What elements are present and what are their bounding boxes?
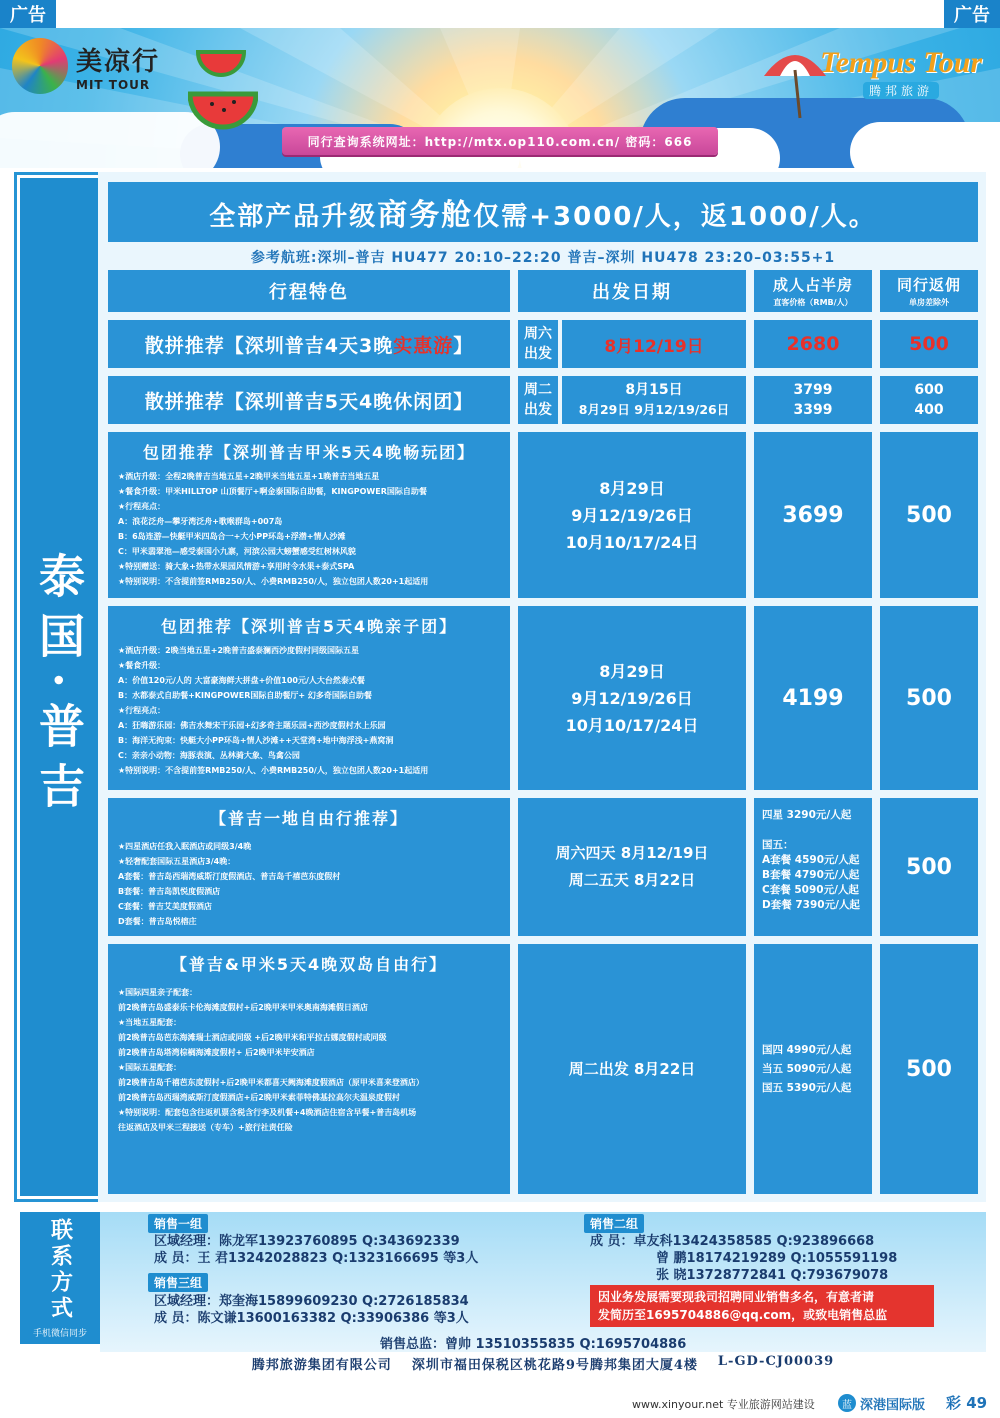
sales-group-2-member-1[interactable]: 成 员：卓友科13424358585 Q:923896668 — [590, 1234, 875, 1249]
row-1-price: 2680 — [754, 320, 872, 368]
logo-cn-text: 美凉行 — [76, 46, 161, 77]
contact-title-block — [20, 1212, 100, 1344]
sales-group-1-tag: 销售一组 — [148, 1214, 208, 1233]
footer-edition: 深港国际版 — [860, 1398, 926, 1413]
package-2-rebate: 500 — [880, 606, 978, 790]
row-2-price: 3799 3399 — [754, 376, 872, 424]
sales-group-2-tag: 销售二组 — [584, 1214, 644, 1233]
package-3-rebate: 500 — [880, 798, 978, 936]
company-license: L-GD-CJ00039 — [717, 1354, 835, 1369]
row-2-day-tag: 周二 出发 — [518, 376, 558, 424]
row-1-rebate: 500 — [880, 320, 978, 368]
mit-tour-logo-mark — [12, 38, 68, 94]
header-features: 行程特色 — [108, 270, 510, 312]
sales-group-1-manager[interactable]: 区域经理：陈龙军13923760895 Q:343692339 — [154, 1234, 460, 1249]
promo-prefix: 全部产品升级 — [209, 202, 378, 232]
mit-tour-logo — [12, 38, 160, 94]
page-footer — [0, 1386, 1000, 1418]
recruitment-notice: 因业务发展需要现我司招聘同业销售多名，有意者请 发简历至1695704886@qq.com，或致电销售总监 — [590, 1285, 934, 1327]
ad-label-right: 广告 — [944, 0, 1000, 28]
reference-flight-info: 参考航班:深圳–普吉 HU477 20:10–22:20 普吉–深圳 HU478 23:20–03:55+1 — [108, 246, 978, 268]
tempus-tour-logo — [820, 46, 982, 99]
row-1-dates: 8月12/19日 — [562, 320, 746, 368]
promo-suffix: 仅需+3000/人，返1000/人。 — [473, 202, 877, 232]
promo-highlight: 商务舱 — [377, 198, 474, 233]
watermelon-icon — [188, 88, 258, 138]
sales-group-1-members[interactable]: 成 员：王 君13242028823 Q:1323166695 等3人 — [154, 1251, 479, 1266]
header-rebate: 同行返佣 单房差除外 — [880, 270, 978, 312]
row-2-rebate: 600 400 — [880, 376, 978, 424]
company-name: 腾邦旅游集团有限公司 — [251, 1358, 392, 1373]
package-3-options: 四星 3290元/人起 国五： A套餐 4590元/人起 B套餐 4790元/人起 C套餐 5090元/人起 D套餐 7390元/人起 — [754, 798, 872, 936]
header-adult-price: 成人占半房 直客价格（RMB/人） — [754, 270, 872, 312]
package-1-price: 3699 — [754, 432, 872, 598]
package-4-dates: 周二出发 8月22日 — [518, 944, 746, 1194]
edition-badge-icon: 蓝 — [838, 1394, 856, 1412]
watermelon-icon — [196, 48, 246, 80]
package-2-dates: 8月29日 9月12/19/26日 10月10/17/24日 — [518, 606, 746, 790]
sales-group-2-member-3[interactable]: 张 晓13728772841 Q:793679078 — [656, 1268, 889, 1283]
package-3-details[interactable]: 【普吉一地自由行推荐】 ★四星酒店任我入眠酒店或同级3/4晚 ★轻奢配套国际五星酒店3/4晚： A套餐：普吉岛西瑞湾威斯汀度假酒店、普吉岛千禧芭东度假村 B套餐：普吉岛凯悦度假酒店 C套餐：普吉艾美度假酒店 D套餐：普吉岛悦榕庄 — [108, 798, 510, 936]
promo-banner — [108, 182, 978, 242]
logo-en-text: MIT TOUR — [76, 77, 151, 92]
package-1-details[interactable]: 包团推荐【深圳普吉甲米5天4晚畅玩团】 ★酒店升级：全程2晚普吉当地五星+2晚甲米当地五星+1晚普吉当地五星 ★餐食升级：甲米HILLTOP 山顶餐厅+啊金泰国际自助餐，KINGPOWER国际自助餐 ★行程亮点： A：浪花泛舟—攀牙湾泛舟+歌喉群岛+007岛 B：6岛连游—快艇甲米四岛合一+大小PP环岛+浮潜+情人沙滩 C：甲米翡翠池—感受泰国小九寨，河滨公园大螃蟹感受红树林风貌 ★特别赠送：骑大象+热带水果园风情游+享用时令水果+泰式SPA ★特别说明：不含提前签RMB250/人、小费RMB250/人，独立包团人数20+1起适用 — [108, 432, 510, 598]
package-4-details[interactable]: 【普吉&甲米5天4晚双岛自由行】 ★国际四星亲子配套： 前2晚普吉岛盛泰乐卡伦海滩度假村+后2晚甲米甲米奥南海滩假日酒店 ★当地五星配套： 前2晚普吉岛芭东海滩瑞士酒店或同级 +后2晚甲米和平拉古娜度假村或同级 前2晚普吉岛塔湾棕榈海滩度假村+ 后2晚甲米毕安酒店 ★国际五星配套： 前2晚普吉岛千禧芭东度假村+后2晚甲米都喜天阙海滩度假酒店（原甲米喜来登酒店） 前2晚普吉岛西瑞湾威斯汀度假酒店+后2晚甲米索菲特佛基拉高尔夫温泉度假村 ★特别说明：配套包含往返机票含税含行李及机餐+4晚酒店住宿含早餐+普吉岛机场 往返酒店及甲米三程接送（专车）+旅行社责任险 — [108, 944, 510, 1194]
tempus-tour-brand: Tempus Tour — [819, 46, 982, 79]
cloud-decoration — [850, 122, 1000, 168]
tempus-tour-sub: 腾邦旅游 — [863, 82, 939, 99]
page-number: 彩 49 — [946, 1394, 988, 1412]
sales-group-3-members[interactable]: 成 员：陈文谦13600163382 Q:33906386 等3人 — [154, 1311, 469, 1326]
header-dates: 出发日期 — [518, 270, 746, 312]
destination-title: 泰国·普吉 — [32, 551, 86, 822]
row-2-dates: 8月15日 8月29日 9月12/19/26日 — [562, 376, 746, 424]
ad-label-left: 广告 — [0, 0, 56, 28]
sales-group-3-tag: 销售三组 — [148, 1273, 208, 1292]
row-1-day-tag: 周六 出发 — [518, 320, 558, 368]
contact-title: 联系方式 — [47, 1217, 73, 1322]
cloud-decoration — [0, 112, 220, 168]
package-2-details[interactable]: 包团推荐【深圳普吉5天4晚亲子团】 ★酒店升级：2晚当地五星+2晚普吉盛泰澜西沙度假村同级国际五星 ★餐食升级： A：价值120元/人的 大富豪海鲜大拼盘+价值100元/人大台然泰式餐 B：水都泰式自助餐+KINGPOWER国际自助餐厅+ 幻多奇国际自助餐 ★行程亮点： A：狂嗨游乐园：佛吉水舞宋干乐园+幻多奇主题乐园+西沙度假村水上乐园 B：海洋无拘束：快艇大小PP环岛+情人沙滩++天堂湾+地中海浮浅+燕窝洞 C：亲亲小动物：海豚表演、丛林骑大象、鸟禽公园 ★特别说明：不含提前签RMB250/人、小费RMB250/人，独立包团人数20+1起适用 — [108, 606, 510, 790]
package-2-price: 4199 — [754, 606, 872, 790]
package-4-options: 国四 4990元/人起 当五 5090元/人起 国五 5390元/人起 — [754, 944, 872, 1194]
sales-group-2-member-2[interactable]: 曾 鹏18174219289 Q:1055591198 — [656, 1251, 898, 1266]
company-info — [100, 1354, 986, 1376]
sales-director[interactable]: 销售总监：曾帅 13510355835 Q:1695704886 — [380, 1337, 687, 1352]
package-4-rebate: 500 — [880, 944, 978, 1194]
row-1-route[interactable]: 散拼推荐【深圳普吉4天3晚实惠游】 — [108, 320, 510, 368]
destination-side-title — [20, 178, 98, 1196]
package-1-rebate: 500 — [880, 432, 978, 598]
row-2-route[interactable]: 散拼推荐【深圳普吉5天4晚休闲团】 — [108, 376, 510, 424]
footer-site[interactable]: www.xinyour.net 专业旅游网站建设 — [632, 1398, 815, 1411]
query-system-link[interactable]: 同行查询系统网址：http://mtx.op110.com.cn/ 密码：666 — [282, 127, 718, 155]
contact-note: 手机微信同步 — [32, 1328, 87, 1339]
package-1-dates: 8月29日 9月12/19/26日 10月10/17/24日 — [518, 432, 746, 598]
sales-group-3-manager[interactable]: 区域经理：郑奎海15899609230 Q:2726185834 — [154, 1294, 469, 1309]
company-address: 深圳市福田保税区桃花路9号腾邦集团大厦4楼 — [411, 1358, 698, 1373]
package-3-dates: 周六四天 8月12/19日 周二五天 8月22日 — [518, 798, 746, 936]
header-banner — [0, 28, 1000, 168]
